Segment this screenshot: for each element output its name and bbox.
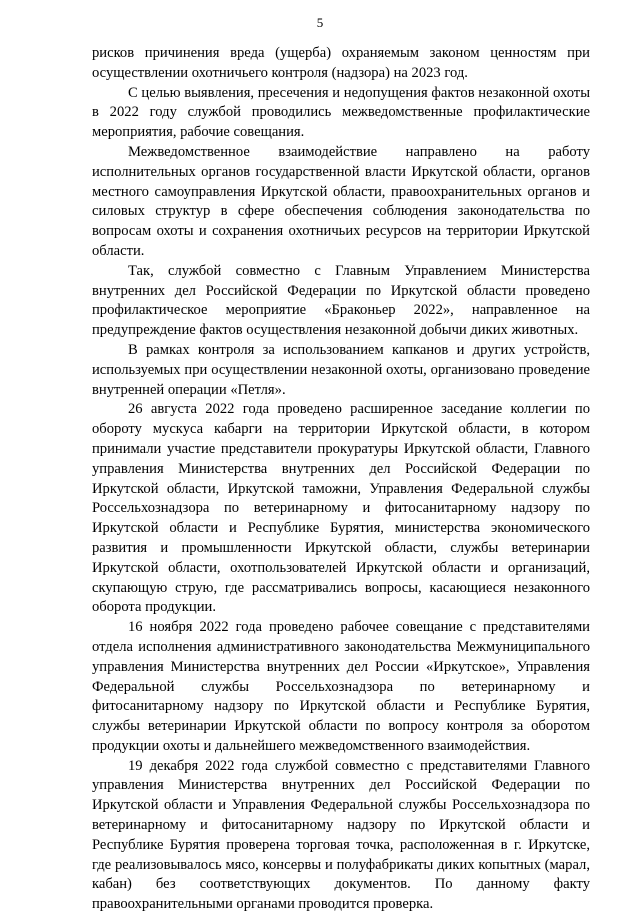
document-body bbox=[92, 44, 590, 915]
page-number: 5 bbox=[316, 15, 324, 30]
paragraph-8: 19 декабря 2022 года службой совместно с представителями Главного управления Министерства внутренних дел Российской Федерации по Иркутской области и Управления Федеральной службы Россельхознадзора по ветеринарному и фитосанитарному надзору по Иркутской области и Республике Бурятия проверена торговая точка, расположенная в г. Иркутске, где реализовывалось мясо, консервы и полуфабрикаты диких копытных (марал, кабан) без соответствующих документов. По данному факту правоохранительными органами проводится проверка. bbox=[92, 757, 590, 913]
paragraph-1: рисков причинения вреда (ущерба) охраняемым законом ценностям при осуществлении охотничьего контроля (надзора) на 2023 год. bbox=[92, 45, 590, 81]
paragraph-4: Так, службой совместно с Главным Управлением Министерства внутренних дел Российской Федерации по Иркутской области проведено профилактическое мероприятие «Браконьер 2022», направленное на предупреждение фактов осуществления незаконной добычи диких животных. bbox=[92, 262, 590, 339]
paragraph-7: 16 ноября 2022 года проведено рабочее совещание с представителями отдела исполнения административного законодательства Межмуниципального управления Министерства внутренних дел России «Иркутское», Управления Федеральной службы Россельхознадзора по ветеринарному и фитосанитарному надзору по Иркутской области и Республике Бурятия, службы ветеринарии Иркутской области по вопросу контроля за оборотом продукции охоты и дальнейшего межведомственного взаимодействия. bbox=[92, 619, 590, 754]
paragraph-2: С целью выявления, пресечения и недопущения фактов незаконной охоты в 2022 году службой проводились межведомственные профилактические мероприятия, рабочие совещания. bbox=[92, 84, 590, 141]
paragraph-5: В рамках контроля за использованием капканов и других устройств, используемых при осуществлении незаконной охоты, организовано проведение внутренней операции «Петля». bbox=[92, 341, 590, 398]
paragraph-6: 26 августа 2022 года проведено расширенное заседание коллегии по обороту мускуса кабарги на территории Иркутской области, в котором принимали участие представители прокуратуры Иркутской области, Главного управления Министерства внутренних дел Российской Федерации по Иркутской области, Иркутской таможни, Управления Федеральной службы Россельхознадзора по ветеринарному и фитосанитарному надзору по Иркутской области и Республике Бурятия, министерства экономического развития и промышленности Иркутской области, службы ветеринарии Иркутской области, охотпользователей Иркутской области и организаций, скупающую струю, где рассматривались вопросы, касающиеся незаконного оборота продукции. bbox=[92, 401, 590, 616]
paragraph-3: Межведомственное взаимодействие направлено на работу исполнительных органов государственной власти Иркутской области, органов местного самоуправления Иркутской области, правоохранительных органов и силовых структур в сфере обеспечения соблюдения законодательства по вопросам охоты и сохранения охотничьих ресурсов на территории Иркутской области. bbox=[92, 143, 590, 259]
